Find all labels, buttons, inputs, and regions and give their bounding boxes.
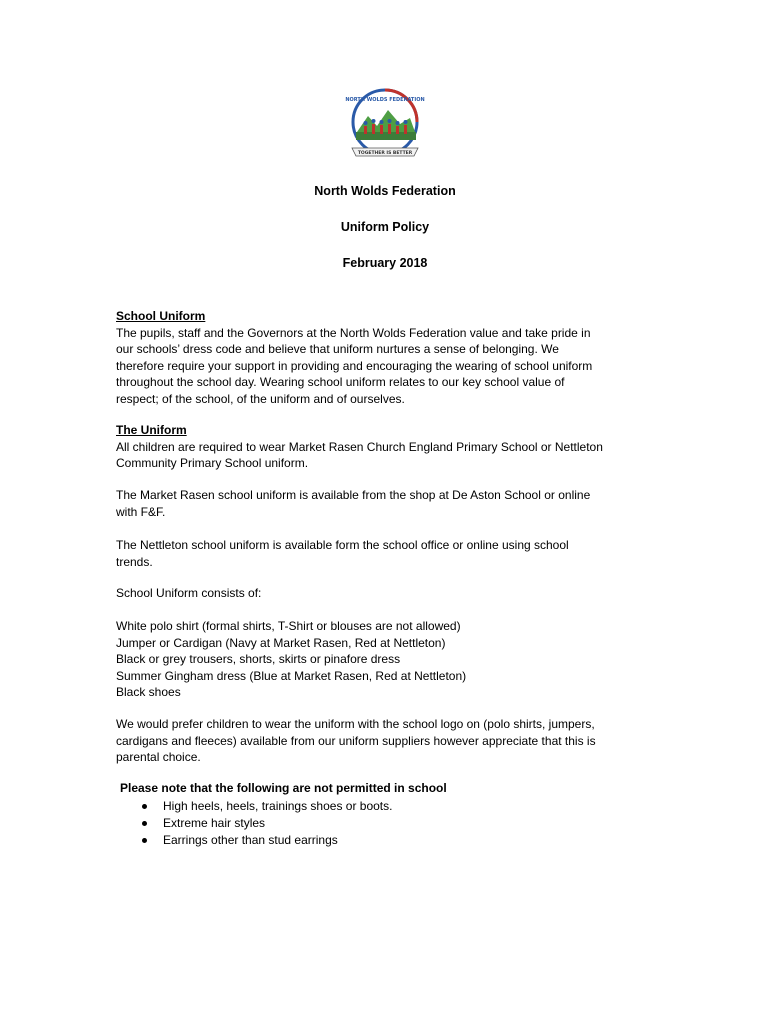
paragraph-line: throughout the school day. Wearing school uniform relates to our key school value of xyxy=(116,375,565,389)
paragraph-line: trends. xyxy=(116,554,153,569)
school-uniform-heading: School Uniform xyxy=(116,309,206,323)
not-permitted-heading: Please note that the following are not permitted in school xyxy=(120,781,447,795)
paragraph-line: The Market Rasen school uniform is available from the shop at De Aston School or online xyxy=(116,488,591,502)
paragraph-line: Community Primary School uniform. xyxy=(116,456,309,470)
paragraph-line: respect; of the school, of the uniform and of ourselves. xyxy=(116,391,405,406)
list-item xyxy=(116,832,392,849)
uniform-item: Black or grey trousers, shorts, skirts or pinafore dress xyxy=(116,652,401,666)
the-uniform-section xyxy=(116,422,661,472)
list-item xyxy=(116,798,392,815)
paragraph-line: therefore require your support in providing and encouraging the wearing of school uniform xyxy=(116,358,593,373)
paragraph-line: our schools’ dress code and believe that uniform nurtures a sense of belonging. We xyxy=(116,342,559,356)
bullet-icon xyxy=(142,821,147,826)
list-item-text: Extreme hair styles xyxy=(163,816,266,830)
list-item-text: High heels, heels, trainings shoes or boots. xyxy=(163,799,393,813)
not-permitted-list xyxy=(116,798,392,849)
nettleton-paragraph xyxy=(116,537,661,570)
paragraph-line: The pupils, staff and the Governors at the North Wolds Federation value and take pride in xyxy=(116,325,591,340)
svg-text:NORTH WOLDS FEDERATION: NORTH WOLDS FEDERATION xyxy=(345,97,425,103)
list-item-text: Earrings other than stud earrings xyxy=(163,833,338,847)
federation-logo-icon xyxy=(344,88,426,162)
uniform-item: Black shoes xyxy=(116,685,181,699)
paragraph-line: cardigans and fleeces) available from our uniform suppliers however appreciate that this is xyxy=(116,733,596,748)
list-item xyxy=(116,815,392,832)
paragraph-line: We would prefer children to wear the uniform with the school logo on (polo shirts, jumpers, xyxy=(116,717,595,731)
bullet-icon xyxy=(142,838,147,843)
paragraph-line: parental choice. xyxy=(116,750,201,764)
document-date: February 2018 xyxy=(342,256,428,270)
paragraph-line: with F&F. xyxy=(116,504,166,519)
consists-of-label: School Uniform consists of: xyxy=(116,586,262,600)
bullet-icon xyxy=(142,804,147,809)
uniform-item: White polo shirt (formal shirts, T-Shirt or blouses are not allowed) xyxy=(116,619,461,633)
market-rasen-paragraph xyxy=(116,487,661,520)
organisation-name: North Wolds Federation xyxy=(314,184,456,198)
uniform-items-list xyxy=(116,618,661,701)
paragraph-line: All children are required to wear Market Rasen Church England Primary School or Nettleton xyxy=(116,439,603,454)
svg-text:TOGETHER IS BETTER: TOGETHER IS BETTER xyxy=(357,151,413,156)
the-uniform-heading: The Uniform xyxy=(116,423,187,437)
document-title: Uniform Policy xyxy=(340,220,430,234)
school-logo-paragraph xyxy=(116,716,661,766)
school-uniform-section xyxy=(116,308,661,407)
paragraph-line: The Nettleton school uniform is available form the school office or online using school xyxy=(116,538,569,552)
uniform-item: Jumper or Cardigan (Navy at Market Rasen, Red at Nettleton) xyxy=(116,635,446,650)
uniform-item: Summer Gingham dress (Blue at Market Rasen, Red at Nettleton) xyxy=(116,668,467,683)
